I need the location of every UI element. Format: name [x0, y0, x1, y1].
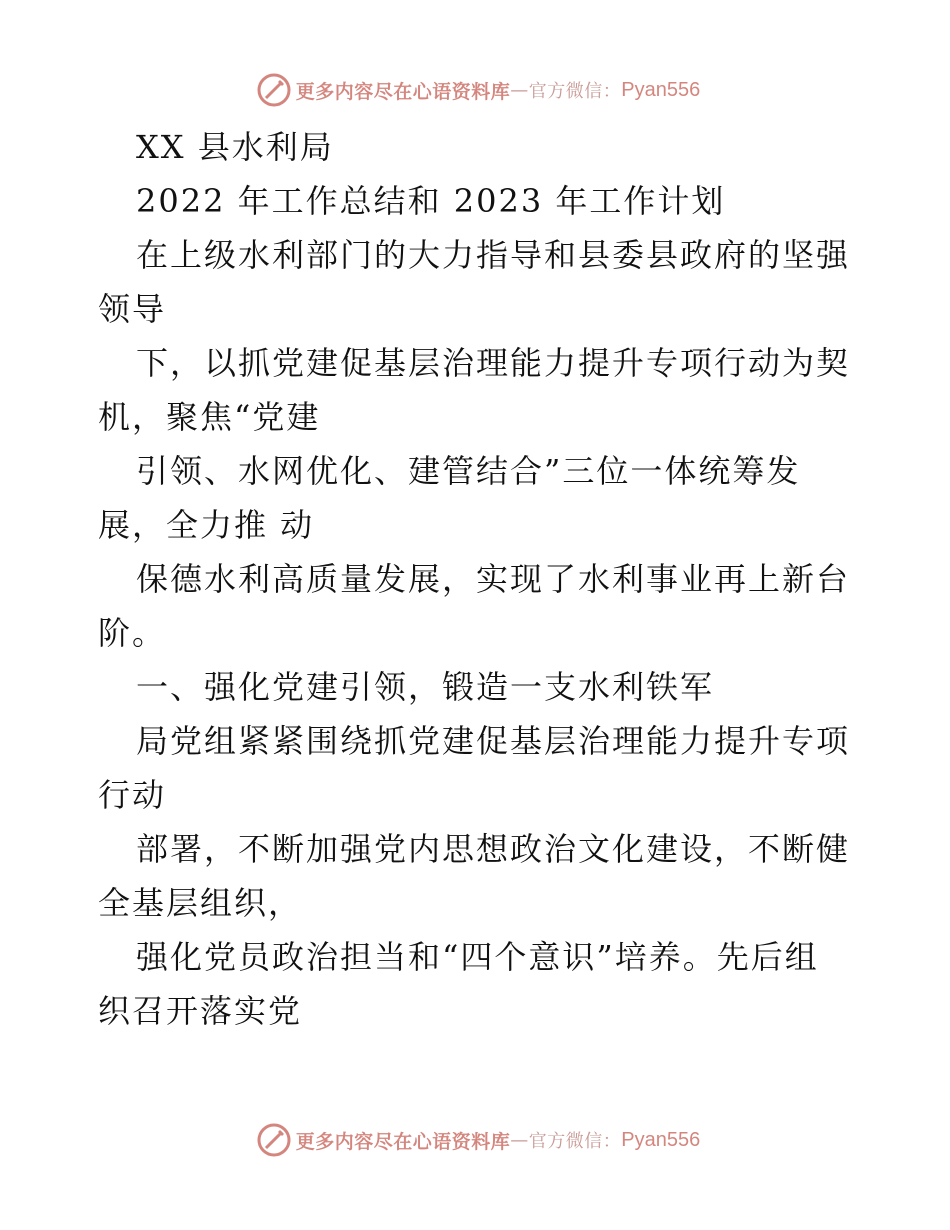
text-line: 行动 [98, 776, 167, 814]
pen-logo-icon [256, 72, 292, 108]
text-line: XX 县水利局 [136, 128, 334, 166]
text-line: 部署，不断加强党内思想政治文化建设，不断健 [136, 830, 851, 868]
text-line: 在上级水利部门的大力指导和县委县政府的坚强 [136, 236, 851, 274]
watermark-dash: — [510, 79, 529, 101]
watermark-dash: — [510, 1129, 529, 1151]
pen-logo-icon [256, 1122, 292, 1158]
document-body [98, 120, 858, 1038]
footer-watermark [0, 1120, 950, 1160]
header-watermark [0, 70, 950, 110]
watermark-title: 更多内容尽在心语资料库 [295, 1130, 511, 1153]
text-line: 领导 [98, 290, 167, 328]
watermark-id: Pyan556 [621, 78, 701, 101]
text-line: 阶。 [98, 614, 167, 652]
text-line: 局党组紧紧围绕抓党建促基层治理能力提升专项 [136, 722, 851, 760]
text-line: 下，以抓党建促基层治理能力提升专项行动为契 [136, 344, 851, 382]
text-line: 全基层组织， [98, 884, 303, 922]
watermark-id: Pyan556 [621, 1128, 701, 1151]
text-line: 机，聚焦“党建 [98, 398, 321, 436]
text-line: 保德水利高质量发展，实现了水利事业再上新台 [136, 560, 851, 598]
watermark-label: 官方微信： [528, 81, 622, 102]
text-line: 织召开落实党 [98, 992, 303, 1030]
text-line: 2022 年工作总结和 2023 年工作计划 [136, 182, 726, 220]
watermark-title: 更多内容尽在心语资料库 [295, 80, 511, 103]
text-line: 展，全力推 动 [98, 506, 315, 544]
watermark-label: 官方微信： [528, 1131, 622, 1152]
text-line: 引领、水网优化、建管结合”三位一体统筹发 [136, 452, 801, 490]
text-line: 一、强化党建引领，锻造一支水利铁军 [136, 668, 715, 706]
text-line: 强化党员政治担当和“四个意识”培养。先后组 [136, 938, 819, 976]
